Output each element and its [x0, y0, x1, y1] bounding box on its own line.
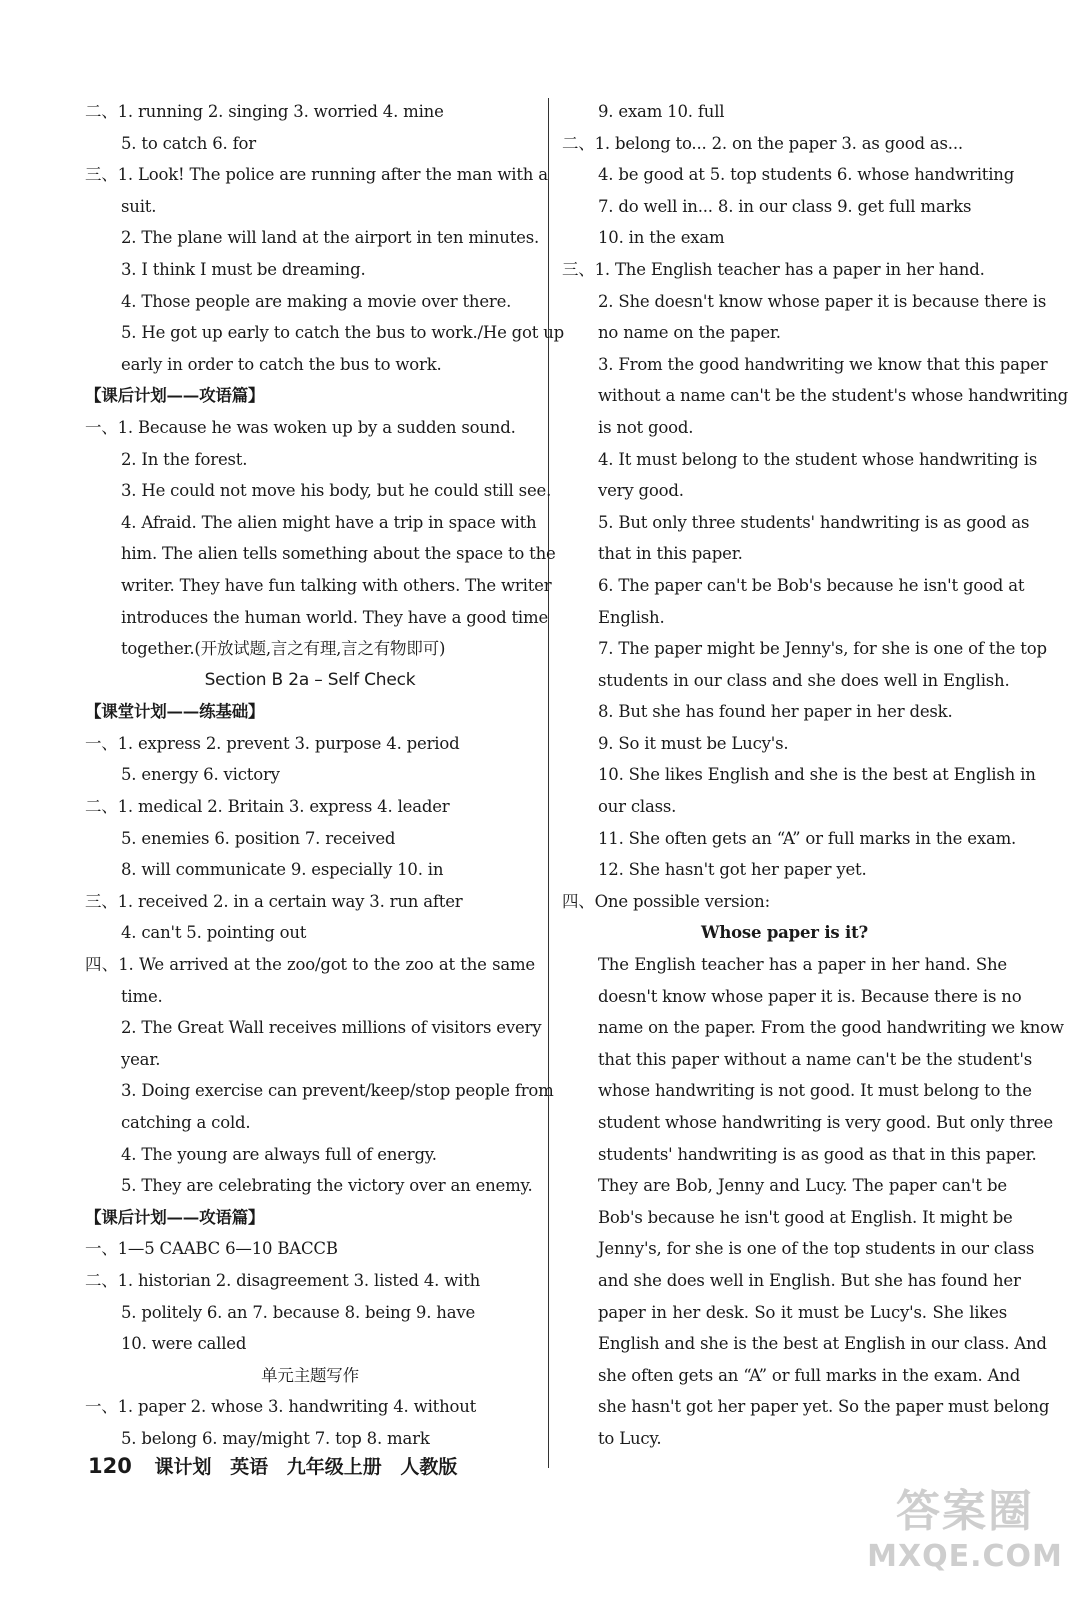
text-line: 3. I think I must be dreaming.	[121, 259, 366, 279]
text-line: 8. But she has found her paper in her desk.	[598, 702, 953, 722]
column-divider	[548, 98, 549, 1468]
text-line: Whose paper is it?	[700, 923, 869, 943]
text-line: 5. politely 6. an 7. because 8. being 9. have	[121, 1302, 476, 1322]
text-line: 3. Doing exercise can prevent/keep/stop people from	[121, 1081, 554, 1101]
text-line: that this paper without a name can't be the student's	[598, 1049, 1033, 1069]
text-line: 二、1. historian 2. disagreement 3. listed 4. with	[85, 1270, 481, 1290]
text-line: together.(开放试题,言之有理,言之有物即可)	[121, 639, 446, 659]
text-line: 5. belong 6. may/might 7. top 8. mark	[121, 1428, 430, 1448]
text-line: suit.	[121, 196, 157, 216]
text-line: 12. She hasn't got her paper yet.	[598, 860, 867, 880]
page-number: 120	[88, 1454, 132, 1478]
text-line: 【课堂计划——练基础】	[85, 702, 265, 722]
text-line: 4. Those people are making a movie over there.	[121, 291, 512, 311]
text-line: to Lucy.	[598, 1428, 662, 1448]
text-line: 6. The paper can't be Bob's because he isn't good at	[598, 575, 1025, 595]
text-line: 9. So it must be Lucy's.	[598, 733, 789, 753]
text-line: 4. It must belong to the student whose handwriting is	[598, 449, 1038, 469]
text-line: 5. They are celebrating the victory over an enemy.	[121, 1176, 533, 1196]
text-line: The English teacher has a paper in her hand. She	[598, 955, 1007, 975]
text-line: our class.	[598, 797, 677, 817]
text-line: paper in her desk. So it must be Lucy's. She likes	[598, 1302, 1007, 1322]
watermark-top: 答案圈	[896, 1486, 1034, 1537]
edition: 人教版	[400, 1456, 458, 1478]
text-line: 4. Afraid. The alien might have a trip in space with	[121, 512, 537, 532]
text-line: 单元主题写作	[261, 1365, 359, 1385]
text-line: and she does well in English. But she has found her	[598, 1270, 1021, 1290]
text-line: 2. In the forest.	[121, 449, 248, 469]
text-line: name on the paper. From the good handwriting we know	[598, 1018, 1064, 1038]
watermark-logo	[860, 1475, 1070, 1590]
text-line: Section B 2a – Self Check	[204, 669, 416, 690]
text-line: 2. The Great Wall receives millions of visitors every	[121, 1018, 542, 1038]
text-line: 二、1. belong to... 2. on the paper 3. as good as...	[562, 133, 963, 153]
text-line: 5. energy 6. victory	[121, 765, 280, 785]
text-line: that in this paper.	[598, 544, 743, 564]
text-line: 7. do well in... 8. in our class 9. get full marks	[598, 196, 972, 216]
text-line: time.	[121, 986, 163, 1006]
text-line: 11. She often gets an “A” or full marks in the exam.	[598, 828, 1017, 848]
text-line: writer. They have fun talking with others. The writer	[121, 575, 552, 595]
text-line: 10. She likes English and she is the best at English in	[598, 765, 1036, 785]
subject: 英语	[230, 1456, 269, 1478]
grade: 九年级上册	[286, 1456, 382, 1478]
left-column	[85, 96, 565, 1455]
text-line: English and she is the best at English in our class. And	[598, 1334, 1047, 1354]
text-line: catching a cold.	[121, 1113, 251, 1132]
text-line: 2. She doesn't know whose paper it is because there is	[598, 291, 1047, 311]
text-line: 三、1. received 2. in a certain way 3. run after	[85, 891, 463, 911]
text-line: 10. in the exam	[598, 228, 725, 248]
right-column	[562, 96, 1069, 1455]
text-line: she hasn't got her paper yet. So the paper must belong	[598, 1397, 1050, 1417]
text-line: 3. He could not move his body, but he could still see.	[121, 481, 552, 501]
text-line: 三、1. The English teacher has a paper in her hand.	[562, 259, 985, 279]
text-line: 4. be good at 5. top students 6. whose handwriting	[598, 165, 1015, 185]
text-line: Bob's because he isn't good at English. It might be	[598, 1207, 1013, 1227]
text-line: 一、1—5 CAABC 6—10 BACCB	[85, 1239, 338, 1259]
text-line: They are Bob, Jenny and Lucy. The paper can't be	[598, 1176, 1007, 1196]
text-line: 5. enemies 6. position 7. received	[121, 828, 396, 848]
text-line: whose handwriting is not good. It must belong to the	[598, 1081, 1032, 1101]
text-line: 4. The young are always full of energy.	[121, 1144, 437, 1164]
text-line: students in our class and she does well in English.	[598, 670, 1010, 690]
text-line: 二、1. running 2. singing 3. worried 4. mine	[85, 102, 444, 121]
text-line: doesn't know whose paper it is. Because there is no	[598, 986, 1022, 1006]
text-line: 4. can't 5. pointing out	[121, 923, 307, 943]
text-line: she often gets an “A” or full marks in the exam. And	[598, 1365, 1021, 1385]
series-name: 课计划	[154, 1456, 212, 1478]
text-line: 5. He got up early to catch the bus to work./He got up	[121, 323, 565, 343]
text-line: introduces the human world. They have a good time	[121, 607, 549, 627]
text-line: 四、One possible version:	[562, 891, 770, 911]
text-line: year.	[121, 1049, 161, 1069]
text-line: 8. will communicate 9. especially 10. in	[121, 860, 444, 880]
text-line: 5. to catch 6. for	[121, 133, 256, 153]
text-line: 【课后计划——攻语篇】	[85, 1207, 265, 1227]
text-line: 四、1. We arrived at the zoo/got to the zoo at the same	[85, 955, 535, 975]
text-line: 3. From the good handwriting we know that this paper	[598, 354, 1048, 374]
text-line: him. The alien tells something about the space to the	[121, 544, 556, 564]
text-line: 二、1. medical 2. Britain 3. express 4. leader	[85, 797, 450, 817]
text-line: is not good.	[598, 417, 694, 437]
text-line: very good.	[598, 481, 684, 501]
text-line: early in order to catch the bus to work.	[121, 354, 442, 374]
text-line: Jenny's, for she is one of the top students in our class	[598, 1239, 1035, 1259]
text-line: 三、1. Look! The police are running after the man with a	[85, 165, 548, 185]
page-footer	[88, 1452, 469, 1479]
text-line: students' handwriting is as good as that in this paper.	[598, 1144, 1037, 1164]
text-line: 一、1. paper 2. whose 3. handwriting 4. without	[85, 1397, 477, 1417]
text-line: 2. The plane will land at the airport in ten minutes.	[121, 228, 540, 248]
text-line: 【课后计划——攻语篇】	[85, 386, 265, 406]
text-line: English.	[598, 607, 665, 627]
text-line: 一、1. express 2. prevent 3. purpose 4. period	[85, 733, 460, 753]
text-line: 10. were called	[121, 1334, 247, 1354]
text-line: 一、1. Because he was woken up by a sudden sound.	[85, 417, 516, 437]
text-line: student whose handwriting is very good. But only three	[598, 1113, 1053, 1132]
text-line: 9. exam 10. full	[598, 102, 725, 121]
text-line: 7. The paper might be Jenny's, for she is one of the top	[598, 639, 1047, 659]
text-line: no name on the paper.	[598, 323, 781, 343]
watermark-bottom: MXQE.COM	[867, 1539, 1063, 1574]
text-line: 5. But only three students' handwriting is as good as	[598, 512, 1030, 532]
text-line: without a name can't be the student's whose handwriting	[598, 386, 1069, 406]
